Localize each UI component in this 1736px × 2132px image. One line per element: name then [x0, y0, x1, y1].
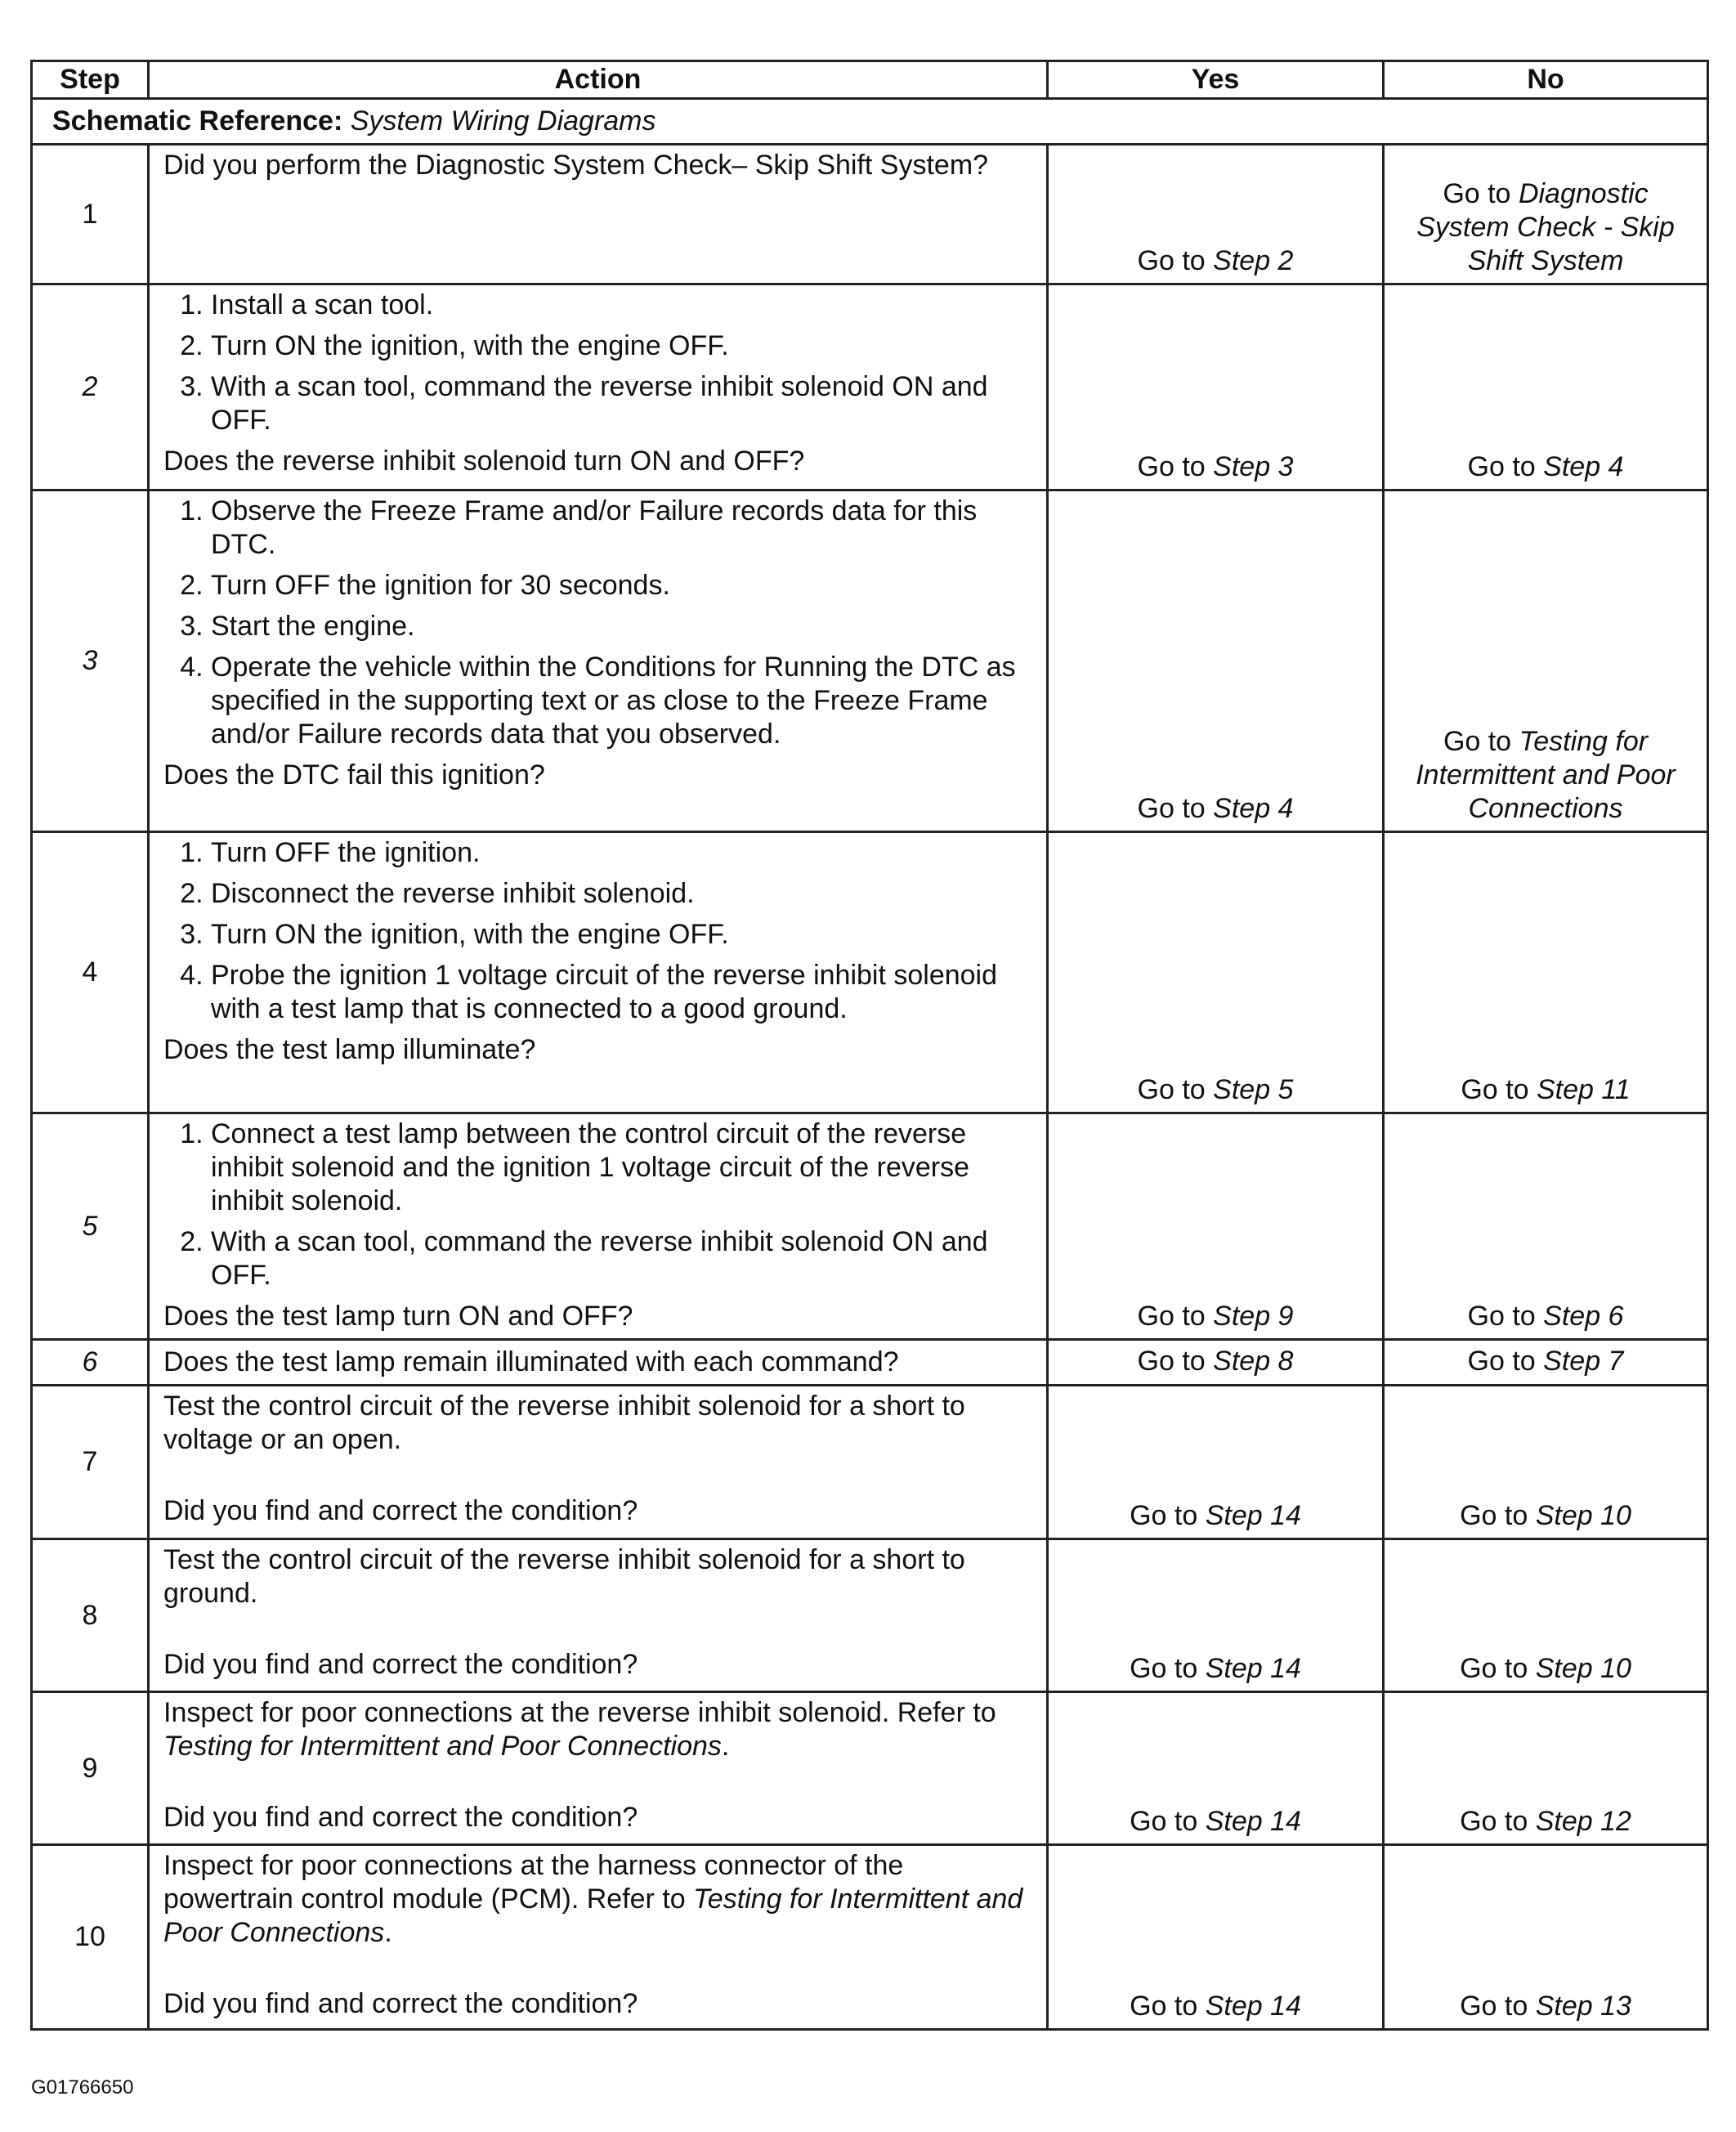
yes-target: Step 14: [1205, 1806, 1301, 1837]
yes-outcome: [1130, 1653, 1301, 1684]
schematic-reference-row: [32, 99, 1708, 145]
substep: 1. Connect a test lamp between the control circuit of the reverse inhibit solenoid and the ignition 1 voltage circuit of the reverse inhibit solenoid.: [211, 1118, 1035, 1218]
no-target: Step 10: [1535, 1500, 1631, 1531]
no-target: Step 4: [1543, 451, 1624, 482]
yes-outcome: [1130, 1806, 1301, 1837]
substep-list: [163, 289, 1035, 437]
substep: 3. Start the engine.: [211, 610, 1035, 643]
substep: 1. Turn OFF the ignition.: [211, 836, 1035, 870]
action-cell: [149, 1845, 1048, 2030]
no-target: Testing for Intermittent and Poor Connections: [1416, 726, 1676, 824]
no-prefix: Go to: [1467, 1301, 1536, 1332]
table-row: [32, 490, 1708, 832]
yes-target: Step 14: [1205, 1653, 1301, 1684]
yes-cell: [1048, 1539, 1384, 1692]
action-cell: [149, 490, 1048, 832]
action-question: Does the test lamp turn ON and OFF?: [163, 1301, 633, 1332]
schematic-reference-label: Schematic Reference:: [52, 105, 343, 137]
substep-list: [163, 836, 1035, 1026]
table-row: [32, 1340, 1708, 1386]
yes-target: Step 9: [1213, 1301, 1294, 1332]
yes-outcome: [1138, 451, 1294, 482]
substep: 2. Turn OFF the ignition for 30 seconds.: [211, 569, 1035, 602]
no-outcome: [1461, 1074, 1630, 1105]
step-number: 2: [32, 284, 149, 490]
step-number: 4: [32, 832, 149, 1113]
no-cell: [1384, 1340, 1708, 1386]
no-cell: [1384, 490, 1708, 832]
step-column-header: Step: [32, 61, 149, 99]
no-target: Step 13: [1535, 1991, 1631, 2022]
no-target: Diagnostic System Check - Skip Shift System: [1416, 178, 1675, 276]
step-number: 5: [32, 1113, 149, 1340]
yes-outcome: [1130, 1500, 1301, 1531]
instruction-reference: Testing for Intermittent and Poor Connections: [163, 1883, 1023, 1948]
action-cell: [149, 1386, 1048, 1539]
yes-target: Step 5: [1213, 1074, 1294, 1105]
table-row: [32, 1386, 1708, 1539]
no-cell: [1384, 284, 1708, 490]
action-instruction: Test the control circuit of the reverse inhibit solenoid for a short to voltage or an open.: [163, 1391, 965, 1455]
table-row: [32, 145, 1708, 284]
action-instruction: [163, 1696, 1035, 1763]
yes-prefix: Go to: [1137, 1074, 1206, 1105]
table-row: [32, 1113, 1708, 1340]
yes-prefix: Go to: [1137, 1346, 1206, 1377]
no-prefix: Go to: [1467, 1346, 1536, 1377]
instruction-text: Inspect for poor connections at the harness connector of the powertrain control module (PCM). Refer to: [163, 1850, 904, 1915]
substep: 2. With a scan tool, command the reverse inhibit solenoid ON and OFF.: [211, 1225, 1035, 1292]
no-cell: [1384, 1692, 1708, 1845]
action-question: Did you find and correct the condition?: [163, 1495, 638, 1526]
substep: 1. Install a scan tool.: [211, 289, 1035, 322]
action-cell: [149, 832, 1048, 1113]
yes-prefix: Go to: [1137, 245, 1206, 276]
yes-cell: [1048, 832, 1384, 1113]
yes-target: Step 14: [1205, 1991, 1301, 2022]
no-outcome: [1460, 1991, 1631, 2022]
no-target: Step 11: [1536, 1074, 1631, 1105]
step-number: 10: [32, 1845, 149, 2030]
table-row: [32, 1692, 1708, 1845]
yes-cell: [1048, 1386, 1384, 1539]
no-outcome: [1460, 1653, 1631, 1684]
yes-cell: [1048, 1113, 1384, 1340]
step-number: 9: [32, 1692, 149, 1845]
no-prefix: Go to: [1460, 1653, 1528, 1684]
yes-target: Step 4: [1213, 793, 1294, 824]
yes-target: Step 8: [1213, 1346, 1294, 1377]
no-target: Step 12: [1535, 1806, 1631, 1837]
action-cell: [149, 1340, 1048, 1386]
yes-prefix: Go to: [1130, 1500, 1198, 1531]
no-outcome: [1468, 451, 1624, 482]
action-question: Did you find and correct the condition?: [163, 1988, 638, 2019]
action-question: Does the reverse inhibit solenoid turn ON and OFF?: [163, 446, 805, 477]
substep: 4. Operate the vehicle within the Conditions for Running the DTC as specified in the supporting text or as close to the Freeze Frame and/or Failure records data that you observed.: [211, 651, 1035, 751]
instruction-end: .: [721, 1731, 730, 1762]
schematic-reference: [32, 99, 1708, 145]
substep: 1. Observe the Freeze Frame and/or Failure records data for this DTC.: [211, 495, 1035, 562]
instruction-end: .: [384, 1917, 392, 1948]
no-target: Step 6: [1543, 1301, 1624, 1332]
no-prefix: Go to: [1460, 1500, 1528, 1531]
substep: 3. With a scan tool, command the reverse inhibit solenoid ON and OFF.: [211, 370, 1035, 437]
action-question: Did you perform the Diagnostic System Check– Skip Shift System?: [163, 150, 989, 181]
table-row: [32, 1539, 1708, 1692]
step-number: 7: [32, 1386, 149, 1539]
no-cell: [1384, 1845, 1708, 2030]
action-cell: [149, 145, 1048, 284]
action-question: Did you find and correct the condition?: [163, 1649, 638, 1680]
no-target: Step 10: [1535, 1653, 1631, 1684]
action-cell: [149, 1113, 1048, 1340]
substep-list: [163, 495, 1035, 751]
no-prefix: Go to: [1460, 1806, 1528, 1837]
yes-cell: [1048, 284, 1384, 490]
yes-prefix: Go to: [1137, 1301, 1206, 1332]
no-prefix: Go to: [1443, 726, 1512, 757]
substep: 3. Turn ON the ignition, with the engine OFF.: [211, 918, 1035, 952]
no-cell: [1384, 1113, 1708, 1340]
no-outcome: [1416, 178, 1675, 276]
yes-prefix: Go to: [1130, 1806, 1198, 1837]
action-cell: [149, 284, 1048, 490]
action-instruction: Test the control circuit of the reverse inhibit solenoid for a short to ground.: [163, 1544, 965, 1609]
step-number: 8: [32, 1539, 149, 1692]
yes-outcome: [1138, 793, 1294, 824]
no-prefix: Go to: [1461, 1074, 1529, 1105]
yes-outcome: [1138, 1074, 1294, 1105]
substep: 4. Probe the ignition 1 voltage circuit of the reverse inhibit solenoid with a test lamp that is connected to a good ground.: [211, 959, 1035, 1026]
action-column-header: Action: [149, 61, 1048, 99]
no-prefix: Go to: [1460, 1991, 1528, 2022]
no-outcome: [1460, 1500, 1631, 1531]
yes-outcome: [1138, 245, 1294, 276]
yes-cell: [1048, 1845, 1384, 2030]
no-cell: [1384, 1539, 1708, 1692]
action-cell: [149, 1539, 1048, 1692]
no-target: Step 7: [1543, 1346, 1624, 1377]
step-number: 3: [32, 490, 149, 832]
yes-target: Step 14: [1205, 1500, 1301, 1531]
yes-cell: [1048, 1340, 1384, 1386]
step-number: 1: [32, 145, 149, 284]
diagnostic-table-container: [30, 60, 1709, 2031]
instruction-text: Inspect for poor connections at the reverse inhibit solenoid. Refer to: [163, 1697, 996, 1728]
no-cell: [1384, 832, 1708, 1113]
table-row: [32, 832, 1708, 1113]
substep: 2. Turn ON the ignition, with the engine OFF.: [211, 329, 1035, 363]
no-cell: [1384, 145, 1708, 284]
table-row: [32, 1845, 1708, 2030]
no-outcome: [1460, 1806, 1631, 1837]
action-question: Does the test lamp illuminate?: [163, 1034, 536, 1065]
schematic-reference-link: System Wiring Diagrams: [350, 105, 656, 137]
yes-cell: [1048, 490, 1384, 832]
table-row: [32, 284, 1708, 490]
step-number: 6: [32, 1340, 149, 1386]
yes-cell: [1048, 145, 1384, 284]
yes-prefix: Go to: [1137, 793, 1206, 824]
substep: 2. Disconnect the reverse inhibit solenoid.: [211, 877, 1035, 911]
header-row: [32, 61, 1708, 99]
action-instruction: [163, 1849, 1035, 1950]
no-outcome: [1416, 726, 1676, 824]
action-question: Does the test lamp remain illuminated with each command?: [163, 1346, 899, 1377]
action-question: Does the DTC fail this ignition?: [163, 759, 545, 791]
no-outcome: [1468, 1346, 1624, 1377]
yes-target: Step 2: [1213, 245, 1294, 276]
substep-list: [163, 1118, 1035, 1292]
figure-id: G01766650: [31, 2076, 134, 2098]
no-cell: [1384, 1386, 1708, 1539]
yes-prefix: Go to: [1130, 1991, 1198, 2022]
action-cell: [149, 1692, 1048, 1845]
yes-column-header: Yes: [1048, 61, 1384, 99]
no-prefix: Go to: [1443, 178, 1511, 209]
yes-target: Step 3: [1213, 451, 1294, 482]
no-column-header: No: [1384, 61, 1708, 99]
yes-outcome: [1138, 1346, 1294, 1377]
yes-outcome: [1138, 1301, 1294, 1332]
no-prefix: Go to: [1467, 451, 1536, 482]
no-outcome: [1468, 1301, 1624, 1332]
yes-prefix: Go to: [1137, 451, 1206, 482]
yes-cell: [1048, 1692, 1384, 1845]
diagnostic-table: [30, 60, 1709, 2031]
action-question: Did you find and correct the condition?: [163, 1802, 638, 1833]
yes-outcome: [1130, 1991, 1301, 2022]
yes-prefix: Go to: [1130, 1653, 1198, 1684]
instruction-reference: Testing for Intermittent and Poor Connections: [163, 1731, 722, 1762]
